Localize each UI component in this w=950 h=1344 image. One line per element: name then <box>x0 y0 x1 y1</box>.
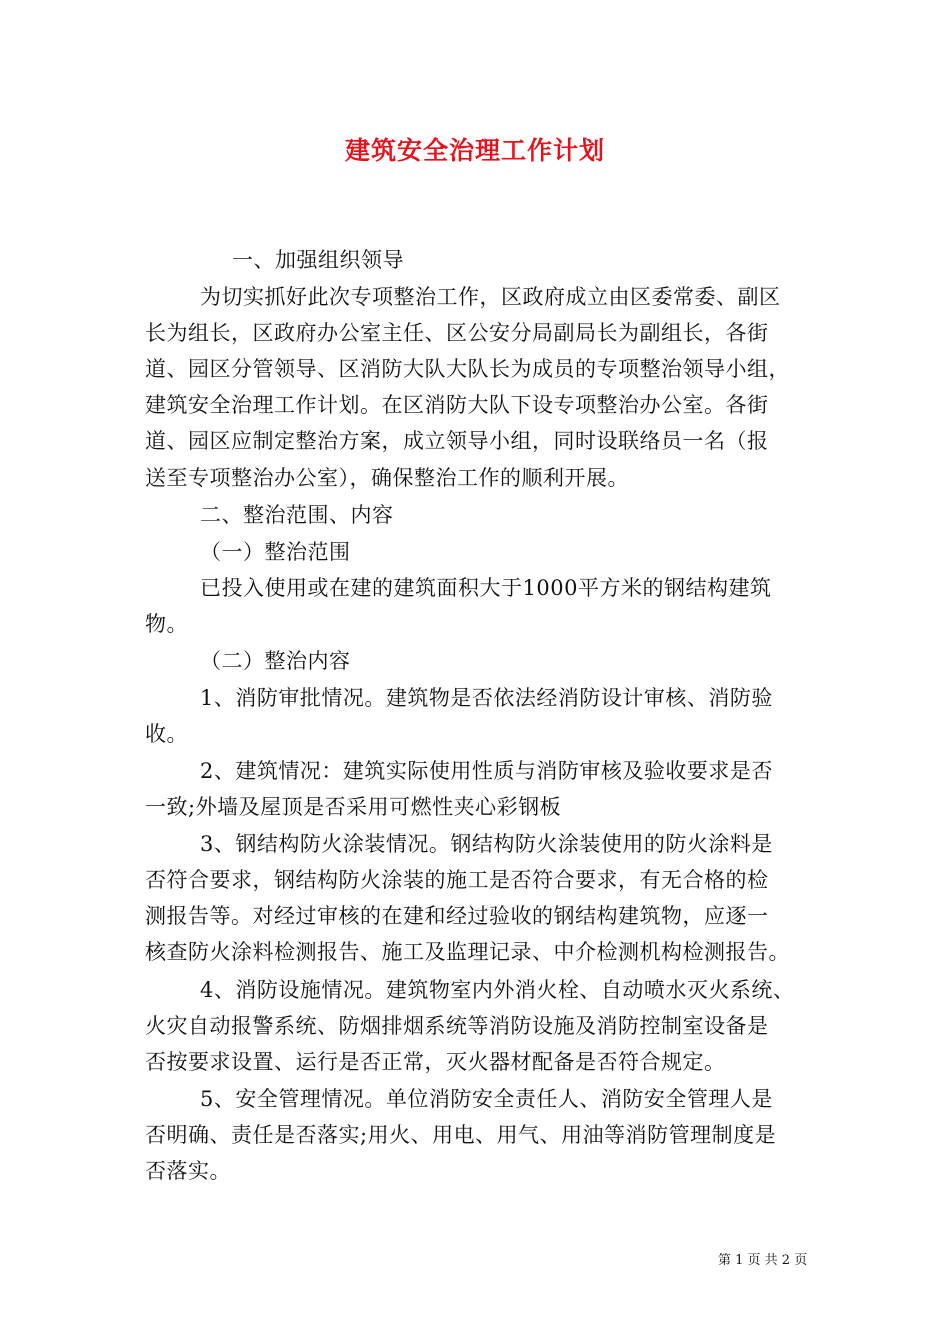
subsection-heading: （二）整治内容 <box>200 649 351 673</box>
section-heading: 一、加强组织领导 <box>232 248 404 272</box>
paragraph-line: 否明确、责任是否落实;用火、用电、用气、用油等消防管理制度是 <box>145 1123 777 1147</box>
paragraph-line: 已投入使用或在建的建筑面积大于1000平方米的钢结构建筑 <box>200 576 772 600</box>
paragraph-line: 道、园区应制定整治方案，成立领导小组，同时设联络员一名（报 <box>145 429 769 453</box>
paragraph-line: 2、建筑情况：建筑实际使用性质与消防审核及验收要求是否 <box>200 759 773 783</box>
page-number: 第 1 页 共 2 页 <box>718 1253 808 1268</box>
paragraph-line: 一致;外墙及屋顶是否采用可燃性夹心彩钢板 <box>145 795 562 819</box>
paragraph-line: 物。 <box>145 612 188 636</box>
paragraph-line: 建筑安全治理工作计划。在区消防大队下设专项整治办公室。各街 <box>145 393 769 417</box>
paragraph-line: 4、消防设施情况。建筑物室内外消火栓、自动喷水灭火系统、 <box>200 978 795 1002</box>
paragraph-line: 否符合要求，钢结构防火涂装的施工是否符合要求，有无合格的检 <box>145 868 769 892</box>
subsection-heading: （一）整治范围 <box>200 540 351 564</box>
paragraph-line: 否按要求设置、运行是否正常，灭火器材配备是否符合规定。 <box>145 1050 726 1074</box>
paragraph-line: 3、钢结构防火涂装情况。钢结构防火涂装使用的防火涂料是 <box>200 832 773 856</box>
paragraph-line: 送至专项整治办公室），确保整治工作的顺利开展。 <box>145 466 629 490</box>
paragraph-line: 否落实。 <box>145 1159 231 1183</box>
paragraph-line: 为切实抓好此次专项整治工作，区政府成立由区委常委、副区 <box>200 285 781 309</box>
paragraph-line: 收。 <box>145 722 188 746</box>
paragraph-line: 火灾自动报警系统、防烟排烟系统等消防设施及消防控制室设备是 <box>145 1014 769 1038</box>
section-heading: 二、整治范围、内容 <box>200 503 394 527</box>
paragraph-line: 测报告等。对经过审核的在建和经过验收的钢结构建筑物，应逐一 <box>145 904 769 928</box>
paragraph-line: 长为组长，区政府办公室主任、区公安分局副局长为副组长，各街 <box>145 321 769 345</box>
paragraph-line: 1、消防审批情况。建筑物是否依法经消防设计审核、消防验 <box>200 686 773 710</box>
paragraph-line: 核查防火涂料检测报告、施工及监理记录、中介检测机构检测报告。 <box>145 940 790 964</box>
paragraph-line: 道、园区分管领导、区消防大队大队长为成员的专项整治领导小组， <box>145 357 790 381</box>
paragraph-line: 5、安全管理情况。单位消防安全责任人、消防安全管理人是 <box>200 1087 773 1111</box>
document-title: 建筑安全治理工作计划 <box>344 136 605 165</box>
